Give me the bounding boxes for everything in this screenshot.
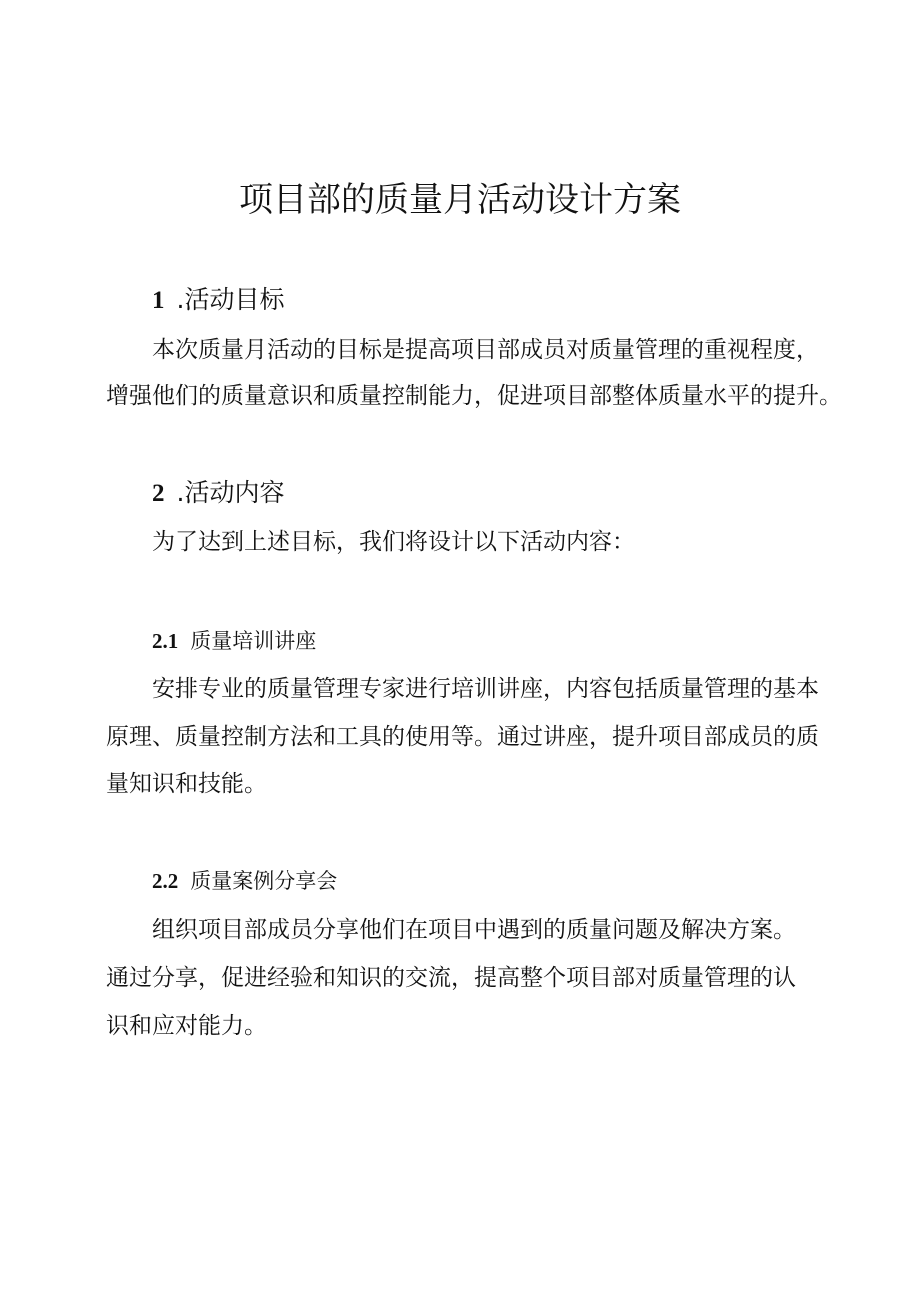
section-title: .活动内容 bbox=[176, 478, 285, 507]
subsection-title: 质量培训讲座 bbox=[190, 629, 317, 653]
subsection-number: 2.1 bbox=[152, 629, 179, 653]
paragraph-line: 本次质量月活动的目标是提高项目部成员对质量管理的重视程度， bbox=[152, 337, 819, 363]
paragraph-line: 组织项目部成员分享他们在项目中遇到的质量问题及解决方案。 bbox=[152, 917, 796, 943]
section-number: 1 bbox=[152, 287, 165, 314]
paragraph-line: 增强他们的质量意识和质量控制能力，促进项目部整体质量水平的提升。 bbox=[106, 383, 842, 409]
section-heading-1 bbox=[152, 282, 284, 319]
subsection-title: 质量案例分享会 bbox=[190, 869, 338, 893]
paragraph-line: 量知识和技能。 bbox=[106, 771, 267, 797]
paragraph-line: 为了达到上述目标，我们将设计以下活动内容： bbox=[152, 529, 635, 555]
subsection-heading-2-1 bbox=[152, 626, 316, 656]
section-heading-2 bbox=[152, 475, 284, 512]
subsection-heading-2-2 bbox=[152, 866, 337, 896]
section-title: .活动目标 bbox=[176, 285, 285, 314]
document-title: 项目部的质量月活动设计方案 bbox=[239, 180, 681, 220]
paragraph-line: 识和应对能力。 bbox=[106, 1013, 267, 1039]
paragraph-line: 原理、质量控制方法和工具的使用等。通过讲座，提升项目部成员的质 bbox=[106, 724, 819, 750]
subsection-number: 2.2 bbox=[152, 869, 179, 893]
paragraph-line: 安排专业的质量管理专家进行培训讲座，内容包括质量管理的基本 bbox=[152, 676, 819, 702]
paragraph-line: 通过分享，促进经验和知识的交流，提高整个项目部对质量管理的认 bbox=[106, 965, 796, 991]
section-number: 2 bbox=[152, 480, 165, 507]
